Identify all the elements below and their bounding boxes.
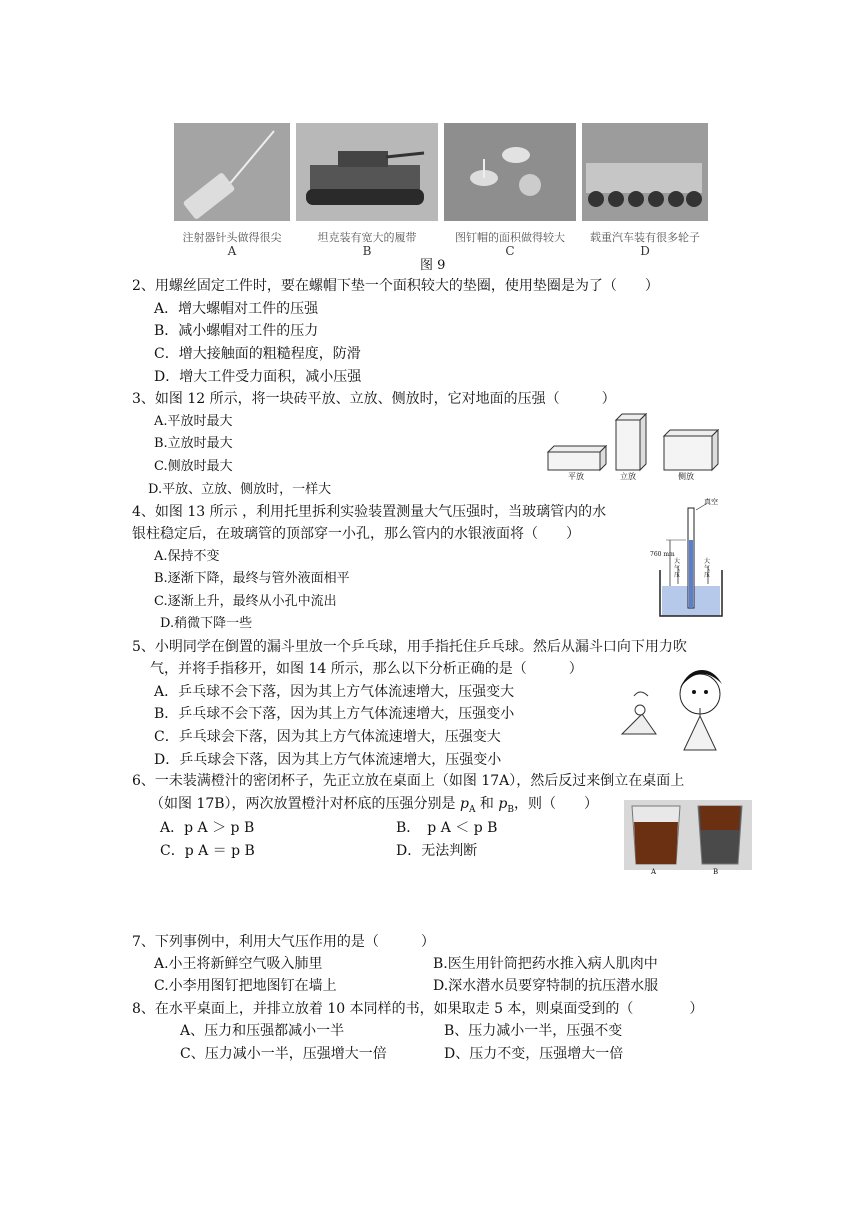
torricelli-label-vacuum: 真空 [704, 498, 718, 506]
q4-option-a: A.保持不变 [154, 549, 220, 564]
q6-stem-line2-post: ，则（ ） [513, 796, 598, 812]
torricelli-label-right: 大气压 [704, 558, 711, 579]
q5-option-a: A．乒乓球不会下落，因为其上方气体流速增大，压强变大 [154, 684, 515, 700]
q8-option-a: A、压力和压强都减小一半 [180, 1023, 345, 1039]
thumbtack-photo [444, 123, 576, 221]
q8-stem: 8、在水平桌面上，并排立放着 10 本同样的书，如果取走 5 本，则桌面受到的（ ） [132, 1001, 704, 1017]
q2-option-c: C．增大接触面的粗糙程度，防滑 [154, 346, 361, 362]
q3-option-d: D.平放、立放、侧放时，一样大 [148, 482, 332, 497]
q6-stem-line1: 6、一未装满橙汁的密闭杯子，先正立放在桌面上（如图 17A），然后反过来倒立在桌面上 [132, 773, 685, 789]
brick-label-side: 侧放 [678, 472, 694, 481]
caption-a: 注射器针头做得很尖 [182, 231, 282, 244]
caption-c: 图钉帽的面积做得较大 [455, 231, 565, 244]
letter-c: C [505, 244, 515, 258]
truck-icon [582, 123, 708, 221]
q3-option-c: C.侧放时最大 [154, 459, 233, 474]
tank-photo [296, 123, 438, 221]
q2-option-d: D．增大工件受力面积，减小压强 [154, 369, 362, 385]
cups-figure [624, 800, 752, 870]
torricelli-label-left: 大气压 [674, 558, 681, 579]
q4-stem-line1: 4、如图 13 所示 ，利用托里拆利实验装置测量大气压强时，当玻璃管内的水 [132, 504, 607, 520]
letter-d: D [640, 244, 650, 258]
q6-pB: p [498, 796, 508, 812]
q7-stem: 7、下列事例中，利用大气压作用的是（ ） [132, 934, 435, 950]
q5-option-b: B．乒乓球不会下落，因为其上方气体流速增大，压强变小 [154, 706, 515, 722]
q6-stem-line2 [150, 794, 598, 820]
q3-stem: 3、如图 12 所示，将一块砖平放、立放、侧放时，它对地面的压强（ ） [132, 391, 616, 407]
q5-option-c: C．乒乓球会下落，因为其上方气体流速增大，压强变大 [154, 729, 501, 745]
q5-option-d: D．乒乓球会下落，因为其上方气体流速增大，压强变小 [154, 752, 502, 768]
q4-option-d: D.稍微下降一些 [160, 616, 253, 631]
letter-a: A [227, 244, 237, 258]
q4-option-b: B.逐渐下降，最终与管外液面相平 [154, 571, 350, 586]
q2-option-a: A．增大螺帽对工件的压强 [154, 301, 319, 317]
q6-option-d: D．无法判断 [396, 843, 478, 859]
thumbtack-icon [444, 123, 576, 221]
q7-option-b: B.医生用针筒把药水推入病人肌肉中 [433, 956, 658, 972]
q6-option-c: C．p A ＝ p B [160, 843, 255, 859]
brick-label-vertical: 立放 [620, 472, 636, 481]
q4-option-c: C.逐渐上升，最终从小孔中流出 [154, 594, 337, 609]
q3-option-a: A.平放时最大 [154, 414, 233, 429]
q6-subB: B [507, 804, 514, 815]
q5-stem-line2: 气，并将手指移开，如图 14 所示，那么以下分析正确的是（ ） [150, 661, 583, 677]
torricelli-figure [650, 500, 728, 620]
tank-icon [296, 123, 438, 221]
letter-b: B [362, 244, 372, 258]
torricelli-label-height: 760 mm [650, 551, 675, 558]
syringe-icon [174, 123, 290, 221]
funnel-figure [610, 664, 736, 754]
caption-b: 坦克装有宽大的履带 [317, 231, 417, 244]
q5-stem-line1: 5、小明同学在倒置的漏斗里放一个乒乓球，用手指托住乒乓球。然后从漏斗口向下用力吹 [132, 639, 687, 655]
cup-label-a: A [651, 868, 657, 876]
q8-option-c: C、压力减小一半，压强增大一倍 [180, 1046, 387, 1062]
q7-option-a: A.小王将新鲜空气吸入肺里 [154, 956, 323, 972]
caption-d: 载重汽车装有很多轮子 [590, 231, 700, 244]
q8-option-b: B、压力减小一半，压强不变 [444, 1023, 623, 1039]
q7-option-c: C.小李用图钉把地图钉在墙上 [154, 978, 337, 994]
q6-option-b: B． p A ＜ p B [396, 820, 498, 836]
brick-label-flat: 平放 [568, 472, 584, 481]
q6-subA: A [468, 804, 476, 815]
figure-9-label: 图 9 [420, 258, 446, 273]
q4-stem-line2: 银柱稳定后，在玻璃管的顶部穿一小孔，那么管内的水银液面将（ ） [132, 526, 580, 542]
q6-and: 和 [475, 796, 499, 812]
q6-pA: p [460, 796, 469, 812]
q3-option-b: B.立放时最大 [154, 436, 233, 451]
q6-stem-line2-pre: （如图 17B），两次放置橙汁对杯底的压强分别是 [150, 796, 461, 812]
q8-option-d: D、压力不变，压强增大一倍 [444, 1046, 624, 1062]
q7-option-d: D.深水潜水员要穿特制的抗压潜水服 [433, 978, 659, 994]
syringe-photo [174, 123, 290, 221]
truck-photo [582, 123, 708, 221]
cup-label-b: B [713, 868, 719, 876]
q6-option-a: A．p A ＞ p B [160, 820, 255, 836]
q2-stem: 2、用螺丝固定工件时，要在螺帽下垫一个面积较大的垫圈，使用垫圈是为了（ ） [132, 278, 659, 294]
q2-option-b: B．减小螺帽对工件的压力 [154, 323, 319, 339]
